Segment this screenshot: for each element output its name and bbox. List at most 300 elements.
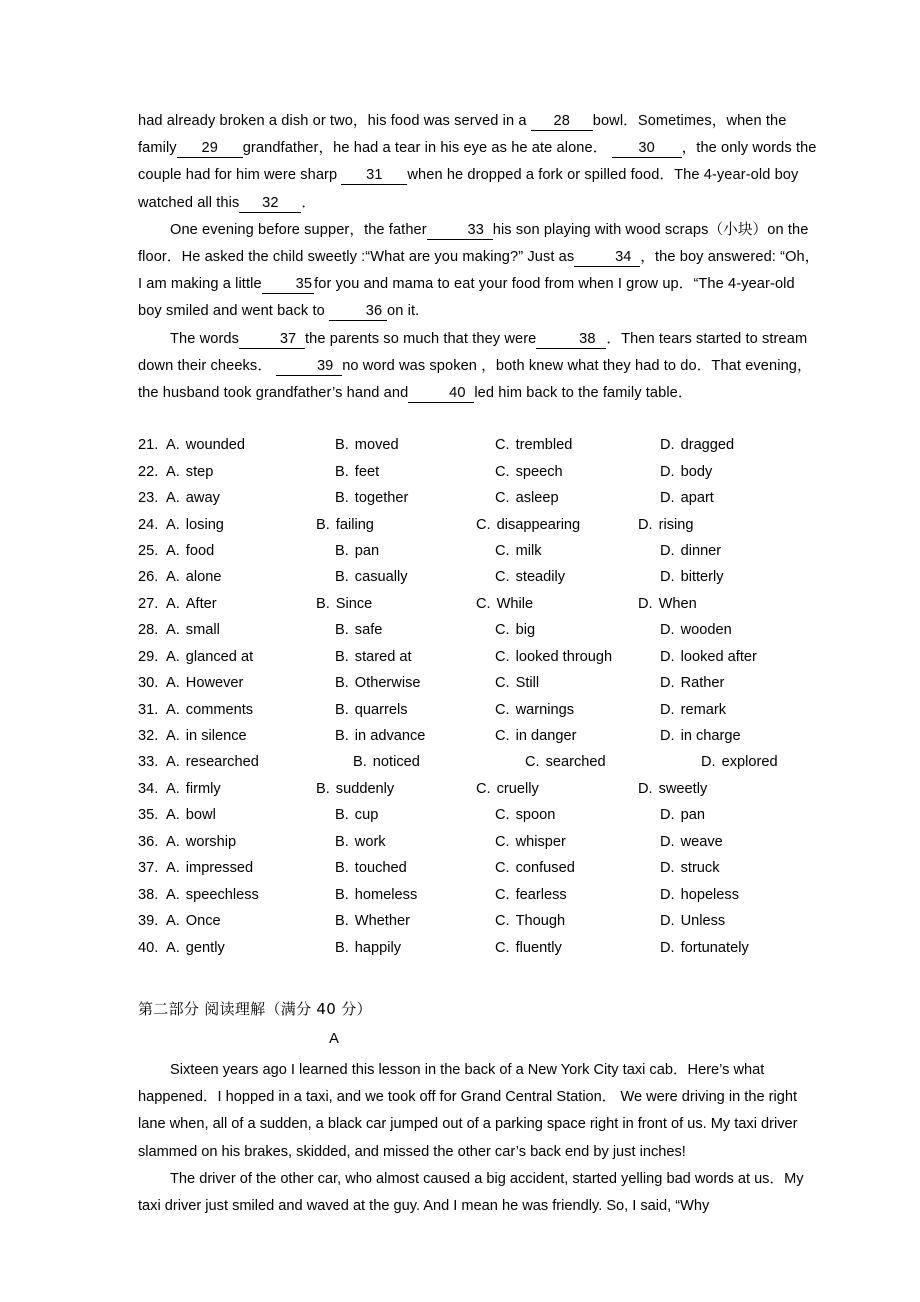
answer-choice[interactable] <box>166 913 221 929</box>
answer-choice[interactable] <box>660 675 724 691</box>
passage-paragraph: Sixteen years ago I learned this lesson in the back of a New York City taxi cab．Here’s what happened．I hopped in a taxi, and we took off for Grand Central Station． We were driving in the right lane when, all of a sudden, a black car jumped out of a parking space right in front of us. My taxi driver slammed on his brakes, skidded, and missed the other car’s back end by just inches! <box>138 1061 798 1160</box>
option-row <box>138 728 820 754</box>
option-row <box>138 940 820 966</box>
choice-text: failing <box>335 516 374 533</box>
answer-choice[interactable] <box>166 543 214 559</box>
cloze-blank-37: 37 <box>239 330 305 349</box>
answer-choice[interactable] <box>638 596 697 612</box>
options-list <box>138 437 820 966</box>
choice-letter: D. <box>638 516 653 533</box>
option-row <box>138 702 820 728</box>
answer-choice[interactable] <box>495 649 612 665</box>
choice-letter: C. <box>476 516 491 533</box>
choice-text: step <box>185 463 214 480</box>
choice-letter: C. <box>495 490 510 507</box>
choice-letter: B. <box>335 675 349 692</box>
choice-letter: A. <box>166 886 180 903</box>
choice-text: confused <box>515 860 575 877</box>
choice-letter: A. <box>166 833 180 850</box>
cloze-blank-35: 35 <box>262 275 314 294</box>
question-number: 38. <box>138 886 159 903</box>
choice-letter: C. <box>495 622 510 639</box>
answer-choice[interactable] <box>525 754 606 770</box>
answer-choice[interactable] <box>660 490 714 506</box>
choice-text: Otherwise <box>354 675 421 692</box>
answer-choice[interactable] <box>660 834 723 850</box>
choice-text: casually <box>354 569 408 586</box>
answer-choice[interactable] <box>476 596 533 612</box>
answer-choice[interactable] <box>660 569 724 585</box>
choice-text: bowl <box>185 807 216 824</box>
answer-choice[interactable] <box>166 437 245 453</box>
answer-choice[interactable] <box>495 940 562 956</box>
choice-letter: B. <box>335 939 349 956</box>
choice-letter: D. <box>660 886 675 903</box>
choice-letter: C. <box>495 939 510 956</box>
choice-letter: A. <box>166 463 180 480</box>
choice-letter: A. <box>166 860 180 877</box>
cloze-blank-36: 36 <box>329 302 387 321</box>
answer-choice[interactable] <box>660 649 757 665</box>
choice-text: speechless <box>185 886 259 903</box>
section-two-heading: 第二部分 阅读理解（满分 40 分） <box>138 999 372 1018</box>
choice-letter: D. <box>660 833 675 850</box>
choice-text: Once <box>185 913 221 930</box>
choice-text: looked after <box>680 648 757 665</box>
passage-text: bowl．Sometimes，when the family <box>138 113 787 157</box>
question-number: 39. <box>138 913 159 930</box>
question-number: 27. <box>138 595 159 612</box>
choice-text: wounded <box>185 437 246 454</box>
passage-text: for you and mama to eat your food from when I grow up．“The 4-year-old boy smiled and went back to <box>138 276 795 320</box>
choice-letter: A. <box>166 542 180 559</box>
answer-choice[interactable] <box>166 728 247 744</box>
question-number: 29. <box>138 648 159 665</box>
answer-choice[interactable] <box>660 728 741 744</box>
option-row <box>138 913 820 939</box>
question-number: 35. <box>138 807 159 824</box>
choice-text: searched <box>545 754 606 771</box>
choice-letter: C. <box>495 701 510 718</box>
choice-letter: C. <box>495 860 510 877</box>
choice-text: glanced at <box>185 648 254 665</box>
answer-choice[interactable] <box>660 913 725 929</box>
answer-choice[interactable] <box>335 702 408 718</box>
answer-choice[interactable] <box>660 622 732 638</box>
choice-letter: C. <box>495 728 510 745</box>
choice-letter: B. <box>335 490 349 507</box>
choice-text: small <box>185 622 220 639</box>
passage-text: ． <box>301 194 317 211</box>
choice-letter: D. <box>660 542 675 559</box>
answer-choice[interactable] <box>495 702 574 718</box>
choice-letter: D. <box>660 463 675 480</box>
choice-letter: A. <box>166 701 180 718</box>
choice-text: firmly <box>185 780 221 797</box>
passage-text: on it. <box>387 303 420 320</box>
choice-letter: A. <box>166 939 180 956</box>
choice-letter: A. <box>166 622 180 639</box>
choice-letter: D. <box>660 939 675 956</box>
choice-text: losing <box>185 516 224 533</box>
answer-choice[interactable] <box>166 649 253 665</box>
choice-text: safe <box>354 622 383 639</box>
answer-choice[interactable] <box>495 622 535 638</box>
choice-letter: D. <box>660 860 675 877</box>
answer-choice[interactable] <box>660 464 712 480</box>
option-row <box>138 517 820 543</box>
cloze-blank-40: 40 <box>408 384 474 403</box>
question-number: 26. <box>138 569 159 586</box>
answer-choice[interactable] <box>335 834 386 850</box>
choice-text: feet <box>354 463 380 480</box>
answer-choice[interactable] <box>638 781 707 797</box>
answer-choice[interactable] <box>476 517 580 533</box>
choice-text: When <box>658 595 697 612</box>
question-number: 25. <box>138 542 159 559</box>
choice-text: fearless <box>515 886 567 903</box>
choice-text: whisper <box>515 833 566 850</box>
choice-text: worship <box>185 833 237 850</box>
reading-passage-a <box>138 1057 820 1220</box>
answer-choice[interactable] <box>335 569 408 585</box>
option-row <box>138 860 820 886</box>
passage-text: led him back to the family table． <box>474 385 693 402</box>
answer-choice[interactable] <box>495 728 576 744</box>
question-number: 28. <box>138 622 159 639</box>
choice-text: in advance <box>354 728 426 745</box>
answer-choice[interactable] <box>660 543 721 559</box>
cloze-passage <box>138 108 820 407</box>
answer-choice[interactable] <box>495 675 539 691</box>
answer-choice[interactable] <box>495 490 559 506</box>
choice-text: noticed <box>372 754 420 771</box>
choice-text: After <box>185 595 217 612</box>
answer-choice[interactable] <box>166 702 253 718</box>
answer-choice[interactable] <box>495 834 566 850</box>
answer-choice[interactable] <box>335 807 378 823</box>
answer-choice[interactable] <box>495 887 567 903</box>
choice-letter: B. <box>335 728 349 745</box>
choice-letter: C. <box>476 780 491 797</box>
choice-letter: B. <box>335 913 349 930</box>
answer-choice[interactable] <box>335 675 421 691</box>
choice-letter: A. <box>166 675 180 692</box>
choice-text: weave <box>680 833 723 850</box>
choice-letter: A. <box>166 780 180 797</box>
answer-choice[interactable] <box>166 622 220 638</box>
passage-text: no word was spoken ，both knew what they had to do．That evening，the husband took grandfather’s hand and <box>138 357 812 402</box>
option-row <box>138 437 820 463</box>
answer-choice[interactable] <box>495 860 575 876</box>
answer-choice[interactable] <box>166 596 217 612</box>
choice-text: moved <box>354 437 399 454</box>
answer-choice[interactable] <box>701 754 778 770</box>
choice-letter: D. <box>638 595 653 612</box>
choice-letter: C. <box>495 437 510 454</box>
choice-text: fluently <box>515 939 562 956</box>
question-number: 34. <box>138 780 159 797</box>
choice-letter: B. <box>335 463 349 480</box>
choice-text: hopeless <box>680 886 740 903</box>
passage-text: the parents so much that they were <box>305 330 537 347</box>
answer-choice[interactable] <box>476 781 539 797</box>
question-number: 24. <box>138 516 159 533</box>
answer-choice[interactable] <box>335 913 410 929</box>
question-number: 32. <box>138 728 159 745</box>
choice-letter: C. <box>495 648 510 665</box>
choice-text: in silence <box>185 728 247 745</box>
question-number: 40. <box>138 939 159 956</box>
choice-text: touched <box>354 860 407 877</box>
answer-choice[interactable] <box>660 940 749 956</box>
answer-choice[interactable] <box>316 517 374 533</box>
choice-letter: C. <box>495 913 510 930</box>
answer-choice[interactable] <box>660 702 726 718</box>
choice-text: work <box>354 833 386 850</box>
choice-letter: D. <box>660 807 675 824</box>
choice-letter: A. <box>166 595 180 612</box>
answer-choice[interactable] <box>166 675 243 691</box>
choice-text: Rather <box>680 675 725 692</box>
choice-text: impressed <box>185 860 254 877</box>
choice-text: pan <box>680 807 705 824</box>
choice-letter: A. <box>166 754 180 771</box>
choice-text: disappearing <box>496 516 581 533</box>
choice-letter: A. <box>166 490 180 507</box>
answer-choice[interactable] <box>660 437 734 453</box>
choice-letter: A. <box>166 437 180 454</box>
answer-choice[interactable] <box>335 622 382 638</box>
choice-text: sweetly <box>658 780 708 797</box>
choice-letter: C. <box>495 675 510 692</box>
answer-choice[interactable] <box>166 569 222 585</box>
choice-text: researched <box>185 754 259 771</box>
passage-text: ，the boy answered: “Oh，I am making a little <box>138 249 820 293</box>
choice-text: warnings <box>515 701 574 718</box>
choice-text: Unless <box>680 913 726 930</box>
answer-choice[interactable] <box>335 728 425 744</box>
answer-choice[interactable] <box>495 913 565 929</box>
choice-letter: D. <box>660 569 675 586</box>
choice-letter: B. <box>316 595 330 612</box>
answer-choice[interactable] <box>660 887 739 903</box>
answer-choice[interactable] <box>335 437 399 453</box>
choice-letter: A. <box>166 516 180 533</box>
cloze-blank-29: 29 <box>177 139 243 158</box>
choice-text: explored <box>721 754 778 771</box>
choice-text: Whether <box>354 913 410 930</box>
cloze-blank-28: 28 <box>531 112 593 131</box>
choice-text: cup <box>354 807 379 824</box>
answer-choice[interactable] <box>335 940 401 956</box>
answer-choice[interactable] <box>166 887 259 903</box>
choice-text: cruelly <box>496 780 539 797</box>
answer-choice[interactable] <box>495 437 572 453</box>
question-number: 23. <box>138 490 159 507</box>
choice-letter: A. <box>166 807 180 824</box>
choice-letter: B. <box>316 516 330 533</box>
answer-choice[interactable] <box>166 754 259 770</box>
choice-letter: B. <box>335 807 349 824</box>
choice-text: remark <box>680 701 726 718</box>
cloze-blank-39: 39 <box>276 357 342 376</box>
choice-letter: C. <box>495 807 510 824</box>
passage-text: The words <box>170 330 240 347</box>
choice-letter: D. <box>660 675 675 692</box>
choice-text: comments <box>185 701 254 718</box>
choice-text: body <box>680 463 713 480</box>
choice-text: big <box>515 622 536 639</box>
answer-choice[interactable] <box>166 517 224 533</box>
option-row <box>138 834 820 860</box>
answer-choice[interactable] <box>495 569 565 585</box>
answer-choice[interactable] <box>335 464 379 480</box>
choice-text: trembled <box>515 437 573 454</box>
passage-label-a: A <box>329 1030 339 1047</box>
choice-letter: A. <box>166 648 180 665</box>
question-number: 37. <box>138 860 159 877</box>
option-row <box>138 622 820 648</box>
choice-letter: B. <box>335 648 349 665</box>
cloze-paragraph <box>138 217 820 326</box>
answer-choice[interactable] <box>166 940 225 956</box>
choice-text: asleep <box>515 490 559 507</box>
passage-paragraph: The driver of the other car, who almost caused a big accident, started yelling bad words at us．My taxi driver just smiled and waved at the guy. And I mean he was friendly. So, I said, “Why <box>138 1170 804 1214</box>
answer-choice[interactable] <box>166 464 213 480</box>
answer-choice[interactable] <box>495 807 555 823</box>
choice-letter: D. <box>660 437 675 454</box>
answer-choice[interactable] <box>335 543 379 559</box>
choice-text: quarrels <box>354 701 408 718</box>
choice-text: stared at <box>354 648 412 665</box>
choice-text: together <box>354 490 409 507</box>
choice-text: in charge <box>680 728 741 745</box>
option-row <box>138 569 820 595</box>
cloze-blank-30: 30 <box>612 139 682 158</box>
option-row <box>138 543 820 569</box>
choice-text: rising <box>658 516 694 533</box>
choice-letter: B. <box>335 437 349 454</box>
answer-choice[interactable] <box>660 860 720 876</box>
answer-choice[interactable] <box>166 781 221 797</box>
option-row <box>138 781 820 807</box>
option-row <box>138 754 820 780</box>
option-row <box>138 887 820 913</box>
choice-text: looked through <box>515 648 613 665</box>
choice-text: bitterly <box>680 569 724 586</box>
answer-choice[interactable] <box>353 754 420 770</box>
answer-choice[interactable] <box>335 490 408 506</box>
choice-letter: D. <box>660 913 675 930</box>
choice-letter: C. <box>476 595 491 612</box>
choice-letter: C. <box>495 886 510 903</box>
choice-text: away <box>185 490 220 507</box>
choice-letter: B. <box>316 780 330 797</box>
question-number: 30. <box>138 675 159 692</box>
option-row <box>138 596 820 622</box>
passage-text: grandfather，he had a tear in his eye as he ate alone． <box>242 140 612 157</box>
answer-choice[interactable] <box>166 834 236 850</box>
answer-choice[interactable] <box>166 860 253 876</box>
answer-choice[interactable] <box>316 781 394 797</box>
question-number: 36. <box>138 833 159 850</box>
answer-choice[interactable] <box>166 490 220 506</box>
answer-choice[interactable] <box>335 860 407 876</box>
choice-text: fortunately <box>680 939 749 956</box>
choice-text: pan <box>354 542 380 559</box>
choice-text: food <box>185 542 215 559</box>
choice-letter: D. <box>638 780 653 797</box>
choice-letter: D. <box>701 754 716 771</box>
passage-text: his son playing with wood scraps（小块）on the floor．He asked the child sweetly :“What are you making?” Just as <box>138 221 809 266</box>
choice-text: dragged <box>680 437 735 454</box>
option-row <box>138 675 820 701</box>
passage-text: had already broken a dish or two，his food was served in a <box>138 113 531 129</box>
choice-text: Since <box>335 595 373 612</box>
cloze-blank-31: 31 <box>341 166 407 185</box>
answer-choice[interactable] <box>495 464 563 480</box>
choice-letter: B. <box>335 701 349 718</box>
choice-text: Though <box>515 913 566 930</box>
choice-letter: B. <box>335 886 349 903</box>
choice-letter: D. <box>660 648 675 665</box>
answer-choice[interactable] <box>335 649 412 665</box>
choice-text: happily <box>354 939 402 956</box>
passage-text: ．Then tears started to stream down their cheeks． <box>138 330 808 374</box>
choice-letter: B. <box>335 542 349 559</box>
choice-text: While <box>496 595 534 612</box>
question-number: 33. <box>138 754 159 771</box>
answer-choice[interactable] <box>316 596 372 612</box>
choice-text: wooden <box>680 622 732 639</box>
choice-letter: D. <box>660 622 675 639</box>
answer-choice[interactable] <box>660 807 705 823</box>
choice-letter: B. <box>335 622 349 639</box>
answer-choice[interactable] <box>638 517 693 533</box>
choice-letter: D. <box>660 701 675 718</box>
choice-letter: B. <box>353 754 367 771</box>
choice-text: milk <box>515 542 542 559</box>
choice-text: Still <box>515 675 540 692</box>
answer-choice[interactable] <box>335 887 417 903</box>
choice-text: apart <box>680 490 714 507</box>
cloze-blank-33: 33 <box>427 221 493 240</box>
choice-letter: C. <box>495 463 510 480</box>
option-row <box>138 464 820 490</box>
choice-letter: C. <box>495 569 510 586</box>
choice-text: gently <box>185 939 225 956</box>
choice-text: struck <box>680 860 720 877</box>
choice-text: suddenly <box>335 780 395 797</box>
option-row <box>138 490 820 516</box>
choice-letter: D. <box>660 490 675 507</box>
choice-text: alone <box>185 569 222 586</box>
answer-choice[interactable] <box>495 543 542 559</box>
choice-text: However <box>185 675 244 692</box>
choice-letter: D. <box>660 728 675 745</box>
passage-text: when he dropped a fork or spilled food．The 4-year-old boy watched all this <box>138 167 799 211</box>
passage-text: One evening before supper，the father <box>170 221 427 238</box>
choice-letter: C. <box>495 833 510 850</box>
choice-text: speech <box>515 463 563 480</box>
passage-text: ，the only words the couple had for him were sharp <box>138 140 817 184</box>
cloze-blank-32: 32 <box>239 194 301 213</box>
answer-choice[interactable] <box>166 807 216 823</box>
cloze-paragraph <box>138 108 820 217</box>
choice-text: homeless <box>354 886 418 903</box>
choice-letter: A. <box>166 728 180 745</box>
